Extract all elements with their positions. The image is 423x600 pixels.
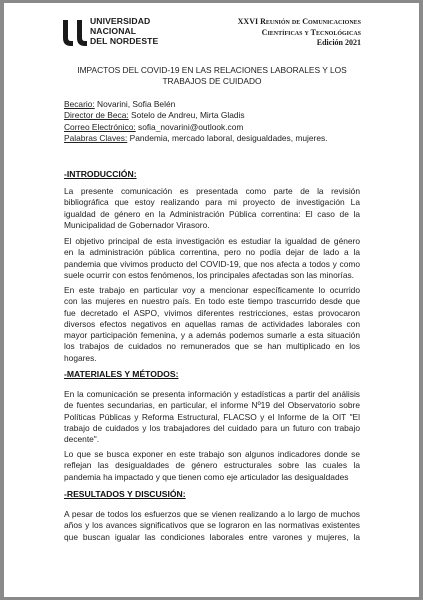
text-line: mayor participación femenina, y a además podemos sumarle a esta situación	[64, 330, 360, 341]
section-heading-introduction: -INTRODUCCIÓN:	[64, 169, 137, 179]
conference-line: Científicas y Tecnológicas	[261, 27, 361, 37]
text-line: reflejan las desigualdades de género estructurales sobre las cuales la	[64, 460, 360, 471]
text-line: con las mujeres en nuestro país. En todo este tiempo trascurrido desde que	[64, 296, 360, 307]
university-line: NACIONAL	[90, 26, 137, 36]
title-line: IMPACTOS DEL COVID-19 EN LAS RELACIONES LABORALES Y LOS	[77, 65, 347, 75]
text-line: Políticas Públicas y Reforma Estructural, FLACSO y el Informe de la OIT "El	[64, 411, 360, 422]
text-line: Lo que se busca exponer en este trabajo son algunos indicadores donde se	[64, 449, 360, 459]
section-heading-results: -RESULTADOS Y DISCUSIÓN:	[64, 489, 186, 499]
text-line: En la comunicación se presenta información y estadísticas a partir del análisis	[64, 389, 360, 399]
university-line: DEL NORDESTE	[90, 36, 159, 46]
university-logo	[60, 18, 92, 48]
text-line: igualdad de género en la Administración Pública correntina: El caso de la	[64, 208, 360, 219]
results-paragraph-1	[64, 509, 360, 543]
text-line: En este trabajo en particular voy a mencionar específicamente lo ocurrido	[64, 285, 360, 295]
meta-value: Novarini, Sofia Belén	[94, 99, 176, 109]
text-line: La presente comunicación es presentada como parte de la revisión	[64, 186, 360, 196]
meta-value: sofia_novarini@outlook.com	[135, 121, 244, 132]
meta-label: Becario:	[64, 99, 95, 109]
text-line: decente".	[64, 434, 100, 445]
text-line: años y los avances significativos que se lograron en las normativas existentes	[64, 520, 360, 531]
text-line: fue decretado el ASPO, vivimos diferentes restricciones, estas provocaron	[64, 307, 360, 318]
meta-keywords	[64, 133, 328, 144]
text-line: pandemia ha impactado y que tienen como eje articulador las desigualdades	[64, 471, 349, 482]
author-metadata	[64, 99, 328, 144]
title-line: TRABAJOS DE CUIDADO	[162, 76, 262, 86]
meta-label: Director de Beca:	[64, 110, 129, 121]
document-page	[4, 3, 419, 597]
text-line: El objetivo principal de esta investigación es estudiar la igualdad de género	[64, 236, 360, 246]
text-line: Municipalidad de Gobernador Virasoro.	[64, 219, 210, 230]
conference-line: XXVI Reunión de Comunicaciones	[237, 17, 361, 26]
paper-title	[64, 65, 360, 87]
university-name	[90, 16, 158, 46]
conference-edition: Edición 2021	[316, 38, 361, 47]
text-line: que buscan igualar las condiciones laborales entre varones y mujeres, la	[64, 531, 360, 542]
intro-paragraph-3	[64, 285, 360, 364]
methods-paragraph-2	[64, 449, 360, 483]
intro-paragraph-1	[64, 186, 360, 231]
conference-header	[238, 17, 361, 49]
meta-becario	[64, 99, 328, 110]
text-line: hogares.	[64, 352, 97, 363]
meta-label: Correo Electrónico:	[64, 121, 136, 132]
section-heading-methods: -MATERIALES Y MÉTODOS:	[64, 369, 179, 379]
meta-director	[64, 110, 328, 121]
text-line: diversos efectos negativos en aquellas ramas de actividades laborales con	[64, 318, 360, 329]
intro-paragraph-2	[64, 236, 360, 281]
text-line: suele ocurrir con estos fenómenos, los principales afectadas son las minorías.	[64, 269, 355, 280]
text-line: bibliográfica que estoy realizando para mi proyecto de investigación La	[64, 197, 360, 208]
text-line: en la administración pública correntina, pero no podía dejar de lado a la	[64, 247, 360, 258]
text-line: A pesar de todos los esfuerzos que se vienen realizando a lo largo de muchos	[64, 509, 360, 519]
text-line: pandemia que vivimos producto del COVID-19, que nos afecta a todos y como	[64, 258, 360, 269]
text-line: trabajo de cuidados y los trabajadores del cuidado para un futuro con trabajo	[64, 422, 360, 433]
text-line: los trabajos de cuidados no remunerados que se han multiplicado en los	[64, 341, 360, 352]
meta-value: Sotelo de Andreu, Mirta Gladis	[128, 110, 245, 121]
meta-email	[64, 122, 328, 133]
meta-value: Pandemia, mercado laboral, desigualdades, mujeres.	[127, 132, 328, 143]
meta-label: Palabras Claves:	[64, 132, 128, 143]
university-line: UNIVERSIDAD	[90, 16, 151, 26]
text-line: de fuentes secundarias, en particular, el informe Nº19 del Observatorio sobre	[64, 400, 360, 411]
methods-paragraph-1	[64, 389, 360, 445]
